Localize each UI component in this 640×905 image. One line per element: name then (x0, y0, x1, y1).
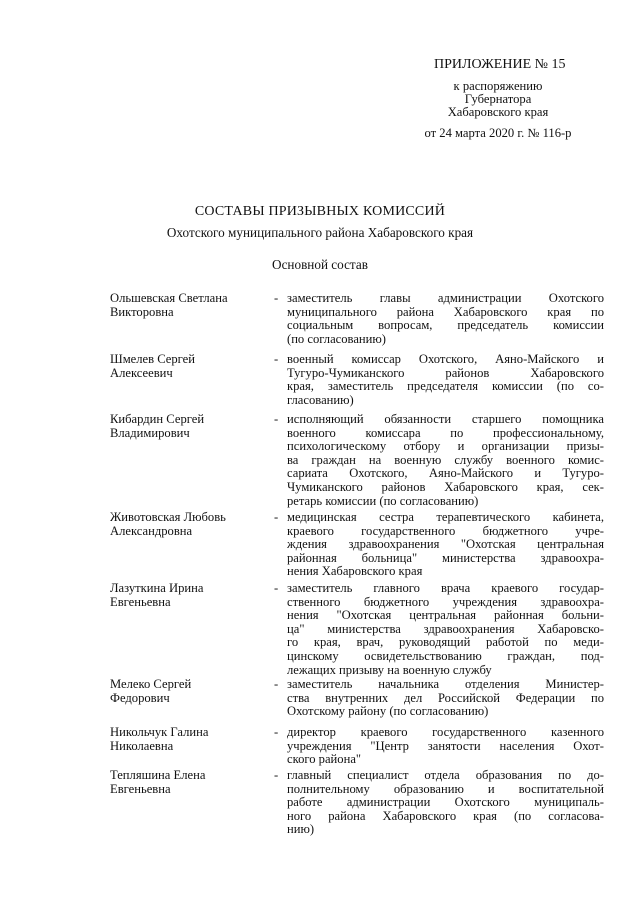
member-description: военный комиссар Охотского, Аяно-Майского и Тугуро-Чумиканского районов Хабаровского края, заместитель председателя комиссии (по со- гласованию) (287, 352, 604, 407)
member-name: Кибардин Сергей Владимирович (110, 412, 205, 440)
member-description: директор краевого государственного казенного учреждения "Центр занятости населения Охот- ского района" (287, 725, 604, 767)
member-dash: - (274, 510, 279, 524)
appendix-line-governor: Губернатора (464, 92, 532, 106)
member-name: Ольшевская Светлана Викторовна (110, 291, 228, 319)
member-description: заместитель главы администрации Охотского муниципального района Хабаровского края по социальным вопросам, председатель комиссии (по согласованию) (287, 291, 604, 346)
member-dash: - (274, 725, 279, 739)
member-dash: - (274, 768, 279, 782)
member-dash: - (274, 412, 279, 426)
document-title: СОСТАВЫ ПРИЗЫВНЫХ КОМИССИЙ (194, 204, 446, 219)
member-dash: - (274, 677, 279, 691)
member-dash: - (274, 352, 279, 366)
document-subtitle: Охотского муниципального района Хабаровского края (166, 225, 474, 240)
member-name: Животовская Любовь Александровна (110, 510, 226, 538)
member-name: Мелеко Сергей Федорович (110, 677, 192, 705)
member-name: Тепляшина Елена Евгеньевна (110, 768, 206, 796)
member-description: заместитель начальника отделения Министер- ства внутренних дел Российской Федерации по Охотскому району (по согласованию) (287, 677, 604, 719)
member-description: исполняющий обязанности старшего помощника военного комиссара по профессиональному, психологическому отбору и организации призы- ва граждан на военную службу военного комис- сариата Охотского, Аяно-Майского и Тугуро- Чумиканского районов Хабаровского края, сек- ретарь комиссии (по согласованию) (287, 412, 604, 508)
section-heading: Основной состав (272, 257, 368, 272)
member-name: Никольчук Галина Николаевна (110, 725, 209, 753)
appendix-line-order: к распоряжению (453, 79, 543, 93)
member-description: медицинская сестра терапевтического кабинета, краевого государственного бюджетного учре- ждения здравоохранения "Охотская центральная районная больница" министерства здравоохра- нения Хабаровского края (287, 510, 604, 579)
member-dash: - (274, 581, 279, 595)
member-description: главный специалист отдела образования по до- полнительному образованию и воспитательной работе администрации Охотского муниципаль- ного района Хабаровского края (по согласова- нию) (287, 768, 604, 837)
appendix-line-region: Хабаровского края (447, 105, 549, 119)
member-dash: - (274, 291, 279, 305)
member-name: Лазуткина Ирина Евгеньевна (110, 581, 204, 609)
member-description: заместитель главного врача краевого государ- ственного бюджетного учреждения здравоохра- нения "Охотская центральная районная больни- ца" министерства здравоохранения Хабаровско- го края, врач, руководящий работой по меди- цинскому освидетельствованию граждан, под- лежащих призыву на военную службу (287, 581, 604, 677)
appendix-number: ПРИЛОЖЕНИЕ № 15 (434, 57, 566, 72)
member-name: Шмелев Сергей Алексеевич (110, 352, 196, 380)
appendix-date: от 24 марта 2020 г. № 116-р (424, 126, 572, 140)
